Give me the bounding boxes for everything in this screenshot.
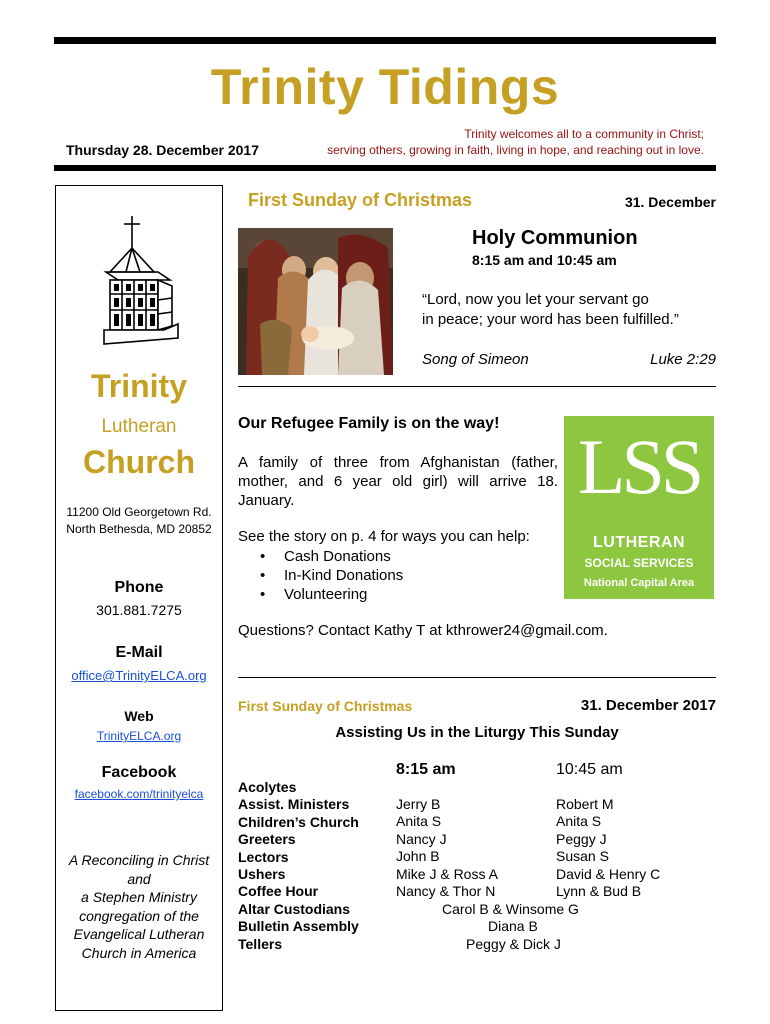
- role-label: Bulletin Assembly: [238, 918, 359, 935]
- volunteer-name: Peggy J: [556, 830, 607, 847]
- facebook-link[interactable]: facebook.com/trinityelca: [74, 787, 204, 801]
- church-name-lutheran: Lutheran: [101, 416, 177, 437]
- quote-reference: Luke 2:29: [650, 351, 716, 368]
- web-label: Web: [124, 708, 154, 724]
- early-service-header: 8:15 am: [396, 761, 456, 778]
- help-intro: See the story on p. 4 for ways you can help:: [238, 528, 530, 545]
- list-item: • Cash Donations: [258, 547, 403, 566]
- volunteer-name: John B: [396, 848, 440, 865]
- quote-source: Song of Simeon: [422, 351, 529, 368]
- phone-label: Phone: [114, 579, 164, 596]
- sidebar: [55, 185, 223, 1011]
- refugee-heading: Our Refugee Family is on the way!: [238, 415, 500, 432]
- section-divider: [238, 677, 716, 678]
- role-label: Children’s Church: [238, 813, 359, 830]
- role-label: Acolytes: [238, 779, 297, 795]
- church-steeple-icon: [96, 214, 186, 349]
- role-label: Tellers: [238, 935, 283, 952]
- lss-line-1: LUTHERAN: [593, 534, 685, 551]
- liturgy-heading: First Sunday of Christmas: [238, 698, 413, 714]
- header-rule: [54, 165, 716, 171]
- volunteer-name: Lynn & Bud B: [556, 883, 642, 900]
- volunteer-name: Nancy & Thor N: [396, 883, 496, 900]
- holy-communion-title: Holy Communion: [472, 227, 638, 249]
- altar-custodians-names: Carol B & Winsome G: [442, 901, 579, 917]
- email-label: E-Mail: [115, 644, 163, 661]
- mission-line: A Reconciling in Christ: [68, 852, 210, 868]
- mission-line: and: [127, 870, 151, 887]
- help-list: [258, 547, 403, 604]
- section-divider: [238, 386, 716, 387]
- volunteer-name: David & Henry C: [556, 865, 661, 882]
- tagline: [280, 126, 704, 158]
- role-label: Lectors: [238, 848, 289, 865]
- newsletter-title: Trinity Tidings: [210, 59, 560, 115]
- web-link[interactable]: TrinityELCA.org: [96, 729, 182, 743]
- scripture-quote: [422, 290, 722, 330]
- volunteer-name: Anita S: [556, 813, 602, 830]
- church-address: [56, 504, 222, 538]
- phone-number: 301.881.7275: [96, 602, 182, 618]
- volunteer-name: Susan S: [556, 848, 609, 865]
- mission-statement: [56, 851, 222, 962]
- early-service-volunteers: [396, 796, 498, 900]
- service-heading: First Sunday of Christmas: [248, 190, 473, 210]
- volunteer-name: Jerry B: [396, 796, 441, 812]
- mission-line: congregation of the: [79, 907, 199, 924]
- tagline-line-2: serving others, growing in faith, living in hope, and reaching out in love.: [327, 143, 704, 157]
- email-link[interactable]: office@TrinityELCA.org: [71, 668, 207, 683]
- volunteer-name: Anita S: [396, 813, 442, 830]
- volunteer-name: Robert M: [556, 796, 614, 812]
- issue-date: Thursday 28. December 2017: [66, 142, 259, 158]
- role-label: Greeters: [238, 831, 296, 848]
- role-label: Altar Custodians: [238, 900, 351, 917]
- volunteer-name: Nancy J: [396, 830, 447, 847]
- lss-line-3: National Capital Area: [583, 577, 695, 589]
- mission-line: Evangelical Lutheran: [73, 926, 205, 942]
- tagline-line-1: Trinity welcomes all to a community in Christ;: [464, 127, 704, 141]
- role-label: Ushers: [238, 866, 286, 883]
- late-service-volunteers: [556, 796, 660, 900]
- bulletin-assembly-names: Diana B: [488, 918, 538, 934]
- list-item: • Volunteering: [258, 585, 403, 604]
- quote-line-1: “Lord, now you let your servant go: [422, 291, 649, 308]
- quote-line-2: in peace; your word has been fulfilled.”: [422, 311, 679, 328]
- role-list: [238, 779, 359, 953]
- list-item: • In-Kind Donations: [258, 566, 403, 585]
- church-name-trinity: Trinity: [90, 368, 187, 404]
- lss-letters: LSS: [577, 423, 701, 510]
- mission-line: Church in America: [81, 944, 197, 961]
- facebook-label: Facebook: [101, 764, 177, 781]
- address-line-2: North Bethesda, MD 20852: [66, 522, 212, 536]
- presentation-painting-image: [238, 228, 393, 375]
- service-times: 8:15 am and 10:45 am: [472, 252, 617, 268]
- lutheran-social-services-logo: [564, 416, 714, 599]
- role-label: Coffee Hour: [238, 883, 319, 900]
- liturgy-subtitle: Assisting Us in the Liturgy This Sunday: [335, 724, 619, 741]
- volunteer-name: Mike J & Ross A: [396, 865, 498, 882]
- refugee-paragraph: A family of three from Afghanistan (father, mother, and 6 year old girl) will arrive 18. January.: [238, 454, 558, 509]
- liturgy-date: 31. December 2017: [580, 697, 716, 714]
- top-rule: [54, 37, 716, 44]
- late-service-header: 10:45 am: [556, 761, 623, 778]
- role-label: Assist. Ministers: [238, 796, 350, 813]
- mission-line: a Stephen Ministry: [81, 889, 197, 905]
- service-date: 31. December: [624, 194, 716, 210]
- contact-line: Questions? Contact Kathy T at kthrower24@gmail.com.: [238, 622, 608, 639]
- address-line-1: 11200 Old Georgetown Rd.: [66, 505, 212, 519]
- church-name-church: Church: [83, 444, 195, 480]
- lss-line-2: SOCIAL SERVICES: [584, 556, 694, 570]
- tellers-names: Peggy & Dick J: [466, 936, 561, 952]
